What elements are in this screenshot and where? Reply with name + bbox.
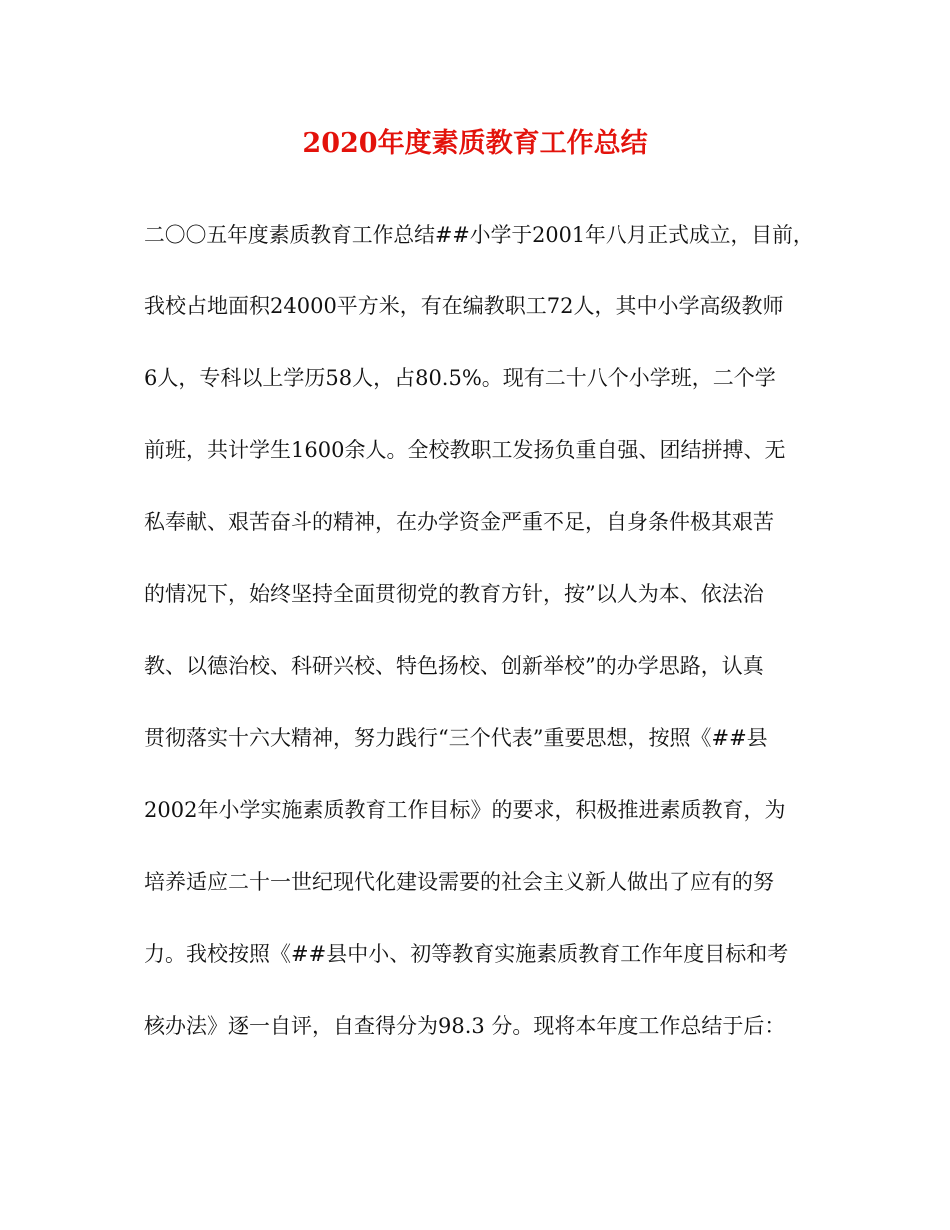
body-line: 的情况下，始终坚持全面贯彻党的教育方针，按”以人为本、依法治 <box>144 582 764 606</box>
body-line: 教、以德治校、科研兴校、特色扬校、创新举校”的办学思路，认真 <box>144 654 764 678</box>
body-line: 力。我校按照《##县中小、初等教育实施素质教育工作年度目标和考 <box>144 942 789 966</box>
body-line: 我校占地面积24000平方米，有在编教职工72人，其中小学高级教师 <box>144 294 784 318</box>
document-title: 2020年度素质教育工作总结 <box>302 128 648 159</box>
body-line: 二〇〇五年度素质教育工作总结##小学于2001年八月正式成立，目前， <box>144 223 814 247</box>
body-line: 培养适应二十一世纪现代化建设需要的社会主义新人做出了应有的努 <box>144 870 774 894</box>
body-line: 6人，专科以上学历58人，占80.5%。现有二十八个小学班，二个学 <box>144 366 776 390</box>
body-line: 核办法》逐一自评，自查得分为98.3 分。现将本年度工作总结于后： <box>144 1014 786 1038</box>
body-line: 贯彻落实十六大精神，努力践行“三个代表”重要思想，按照《##县 <box>144 726 768 750</box>
body-line: 私奉献、艰苦奋斗的精神，在办学资金严重不足，自身条件极其艰苦 <box>144 510 774 534</box>
body-line: 2002年小学实施素质教育工作目标》的要求，积极推进素质教育，为 <box>144 798 786 822</box>
body-line: 前班，共计学生1600余人。全校教职工发扬负重自强、团结拼搏、无 <box>144 438 786 462</box>
